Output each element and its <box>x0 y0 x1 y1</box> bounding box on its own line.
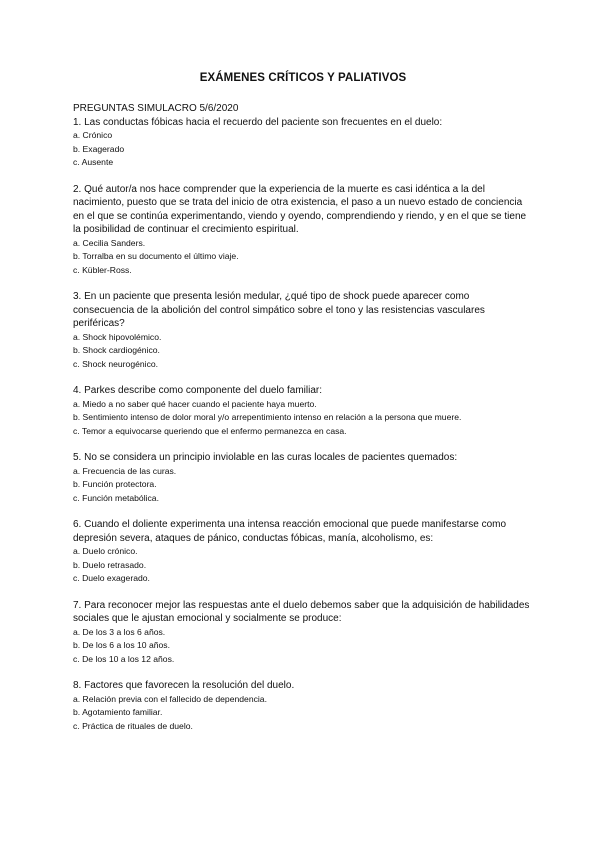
answer-options <box>73 237 533 278</box>
answer-options <box>73 129 533 170</box>
answer-option-b: b. Función protectora. <box>73 479 157 489</box>
question-3 <box>73 290 533 371</box>
answer-option-a: a. Duelo crónico. <box>73 546 138 556</box>
answer-option-a: a. Cecilia Sanders. <box>73 237 146 248</box>
question-text: 8. Factores que favorecen la resolución del duelo. <box>73 680 295 691</box>
answer-options <box>73 465 533 506</box>
question-text: 1. Las conductas fóbicas hacia el recuerdo del paciente son frecuentes en el duelo: <box>73 116 443 128</box>
question-text: 6. Cuando el doliente experimenta una intensa reacción emocional que puede manifestarse como depresión severa, ataques de pánico, conductas fóbicas, manía, alcoholismo, es: <box>73 519 507 544</box>
answer-option-c: c. De los 10 a los 12 años. <box>73 653 175 664</box>
answer-option-c: c. Temor a equivocarse queriendo que el enfermo permanezca en casa. <box>73 425 347 436</box>
answer-option-b: b. Sentimiento intenso de dolor moral y/o arrepentimiento intenso en relación a la persona que muere. <box>73 412 462 422</box>
answer-options <box>73 545 533 586</box>
document-subtitle: PREGUNTAS SIMULACRO 5/6/2020 <box>73 103 239 114</box>
answer-option-c: c. Duelo exagerado. <box>73 573 150 583</box>
question-text: 5. No se considera un principio inviolable en las curas locales de pacientes quemados: <box>73 452 458 463</box>
answer-option-c: c. Kübler-Ross. <box>73 264 132 275</box>
question-8 <box>73 679 533 733</box>
question-2 <box>73 183 533 278</box>
answer-option-b: b. Exagerado <box>73 143 125 154</box>
answer-option-c: c. Función metabólica. <box>73 492 159 503</box>
answer-option-b: b. De los 6 a los 10 años. <box>73 640 170 650</box>
question-text: 2. Qué autor/a nos hace comprender que la experiencia de la muerte es casi idéntica a la del nacimiento, puesto que se trata del inicio de otra existencia, el paso a un nuevo estado de conciencia en el que se continúa experimentando, viendo y oyendo, comprendiendo y riendo, y en el que se tiene la posibilidad de continuar el crecimiento espiritual. <box>73 183 527 235</box>
answer-option-a: a. De los 3 a los 6 años. <box>73 626 166 637</box>
answer-options <box>73 398 533 439</box>
answer-option-b: b. Agotamiento familiar. <box>73 707 163 717</box>
answer-option-c: c. Ausente <box>73 157 114 167</box>
question-text: 3. En un paciente que presenta lesión medular, ¿qué tipo de shock puede aparecer como consecuencia de la abolición del control simpático sobre el tono y las resistencias vasculares periféricas? <box>73 291 485 329</box>
answer-options <box>73 693 533 734</box>
answer-option-b: b. Shock cardiogénico. <box>73 345 160 355</box>
document-page <box>73 72 533 746</box>
question-1 <box>73 116 533 170</box>
answer-option-a: a. Crónico <box>73 130 113 140</box>
question-text: 7. Para reconocer mejor las respuestas ante el duelo debemos saber que la adquisición de habilidades sociales que le ajustan emocional y socialmente se produce: <box>73 599 530 624</box>
question-text: 4. Parkes describe como componente del duelo familiar: <box>73 385 323 396</box>
answer-options <box>73 331 533 372</box>
answer-option-c: c. Práctica de rituales de duelo. <box>73 720 193 731</box>
question-5 <box>73 451 533 505</box>
question-7 <box>73 599 533 667</box>
answer-option-a: a. Shock hipovolémico. <box>73 331 162 342</box>
question-6 <box>73 518 533 586</box>
answer-option-c: c. Shock neurogénico. <box>73 358 159 369</box>
answer-option-b: b. Duelo retrasado. <box>73 559 147 570</box>
answer-option-a: a. Miedo a no saber qué hacer cuando el paciente haya muerto. <box>73 398 317 409</box>
document-title: EXÁMENES CRÍTICOS Y PALIATIVOS <box>199 72 407 84</box>
answer-options <box>73 626 533 667</box>
question-4 <box>73 384 533 438</box>
answer-option-a: a. Frecuencia de las curas. <box>73 465 177 476</box>
answer-option-b: b. Torralba en su documento el último viaje. <box>73 251 239 261</box>
answer-option-a: a. Relación previa con el fallecido de dependencia. <box>73 693 267 704</box>
